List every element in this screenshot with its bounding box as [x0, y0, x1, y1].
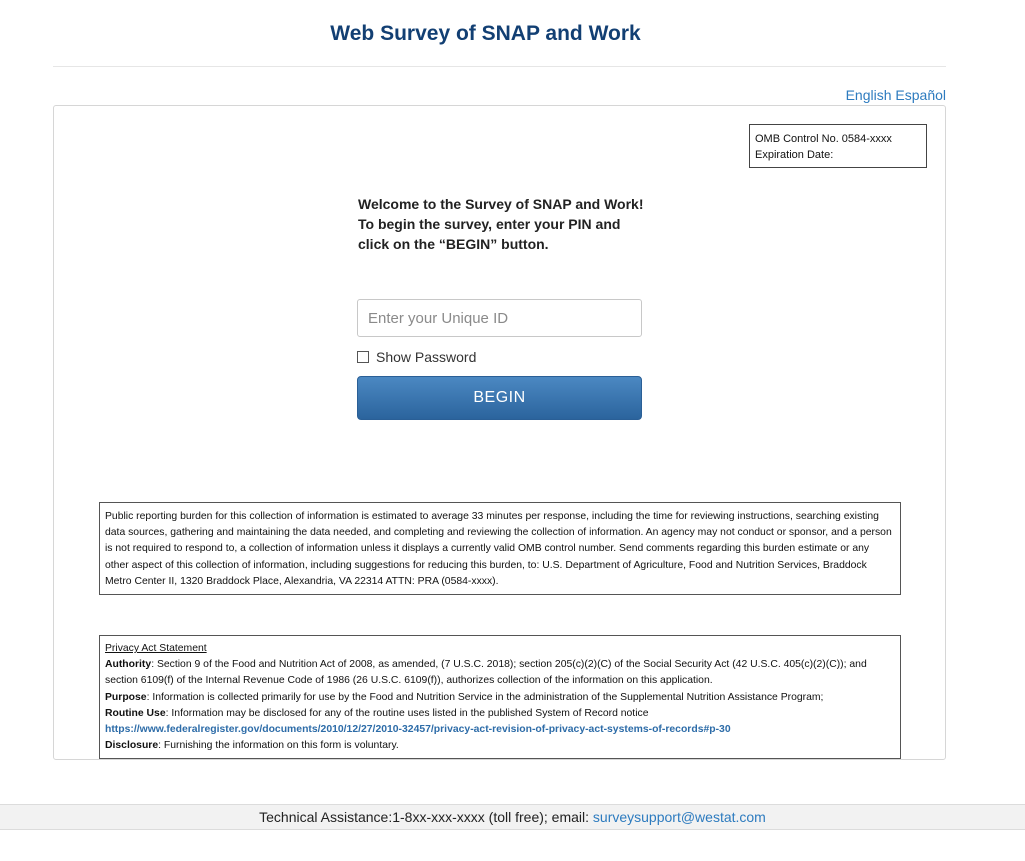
welcome-line-3: click on the “BEGIN” button. [358, 236, 549, 252]
routine-use-text: : Information may be disclosed for any of the routine uses listed in the published System of Record notice [165, 707, 649, 719]
privacy-act-title: Privacy Act Statement [105, 643, 207, 654]
omb-info-box [749, 124, 927, 168]
english-link[interactable]: English [845, 87, 892, 103]
welcome-line-2: To begin the survey, enter your PIN and [358, 216, 621, 232]
espanol-link[interactable]: Español [895, 87, 946, 103]
title-divider [53, 66, 946, 67]
privacy-authority [105, 657, 895, 689]
welcome-line-1: Welcome to the Survey of SNAP and Work! [358, 196, 644, 212]
federal-register-link[interactable]: https://www.federalregister.gov/documents/2010/12/27/2010-32457/privacy-act-revision-of-privacy-act-systems-of-records#p-30 [105, 724, 731, 736]
privacy-purpose [105, 690, 895, 706]
show-password-label: Show Password [376, 348, 477, 365]
routine-use-label: Routine Use [105, 707, 166, 719]
begin-button[interactable]: BEGIN [357, 376, 642, 420]
authority-label: Authority [105, 659, 152, 671]
disclosure-label: Disclosure [105, 740, 159, 752]
language-switcher [846, 87, 946, 103]
privacy-routine-use [105, 706, 895, 722]
disclosure-text: : Furnishing the information on this form is voluntary. [158, 740, 399, 752]
show-password-checkbox[interactable] [357, 351, 369, 363]
support-email-link[interactable]: surveysupport@westat.com [592, 809, 766, 825]
privacy-disclosure [105, 738, 895, 754]
footer-text: Technical Assistance:1-8xx-xxx-xxxx (toll free); email: [259, 809, 593, 825]
omb-control-number: OMB Control No. 0584-xxxx [755, 133, 892, 145]
authority-text: : Section 9 of the Food and Nutrition Act of 2008, as amended, (7 U.S.C. 2018); section 205(c)(2)(C) of the Social Security Act (42 U.S.C. 405(c)(2)(C)); and section 6109(f) of the Internal Revenue Code of 1986 (26 U.S.C. 6109(f)), authorizes collection of the information on this application. [105, 659, 867, 687]
welcome-message [358, 194, 658, 254]
technical-assistance-footer [0, 804, 1025, 830]
page-title: Web Survey of SNAP and Work [330, 22, 641, 45]
purpose-label: Purpose [105, 691, 147, 703]
burden-statement: Public reporting burden for this collection of information is estimated to average 33 minutes per response, including the time for reviewing instructions, searching existing data sources, gathering and maintaining the data needed, and completing and reviewing the collection of information. An agency may not conduct or sponsor, and a person is not required to respond to, a collection of information unless it displays a currently valid OMB control number. Send comments regarding this burden estimate or any other aspect of this collection of information, including suggestions for reducing this burden, to: U.S. Department of Agriculture, Food and Nutrition Services, Braddock Metro Center II, 1320 Braddock Place, Alexandria, VA 22314 ATTN: PRA (0584-xxxx). [99, 502, 901, 595]
privacy-act-statement [99, 635, 901, 759]
omb-expiration-date: Expiration Date: [755, 149, 834, 161]
unique-id-input[interactable] [357, 299, 642, 337]
purpose-text: : Information is collected primarily for use by the Food and Nutrition Service in the administration of the Supplemental Nutrition Assistance Program; [146, 691, 824, 703]
show-password-toggle[interactable] [357, 348, 476, 365]
